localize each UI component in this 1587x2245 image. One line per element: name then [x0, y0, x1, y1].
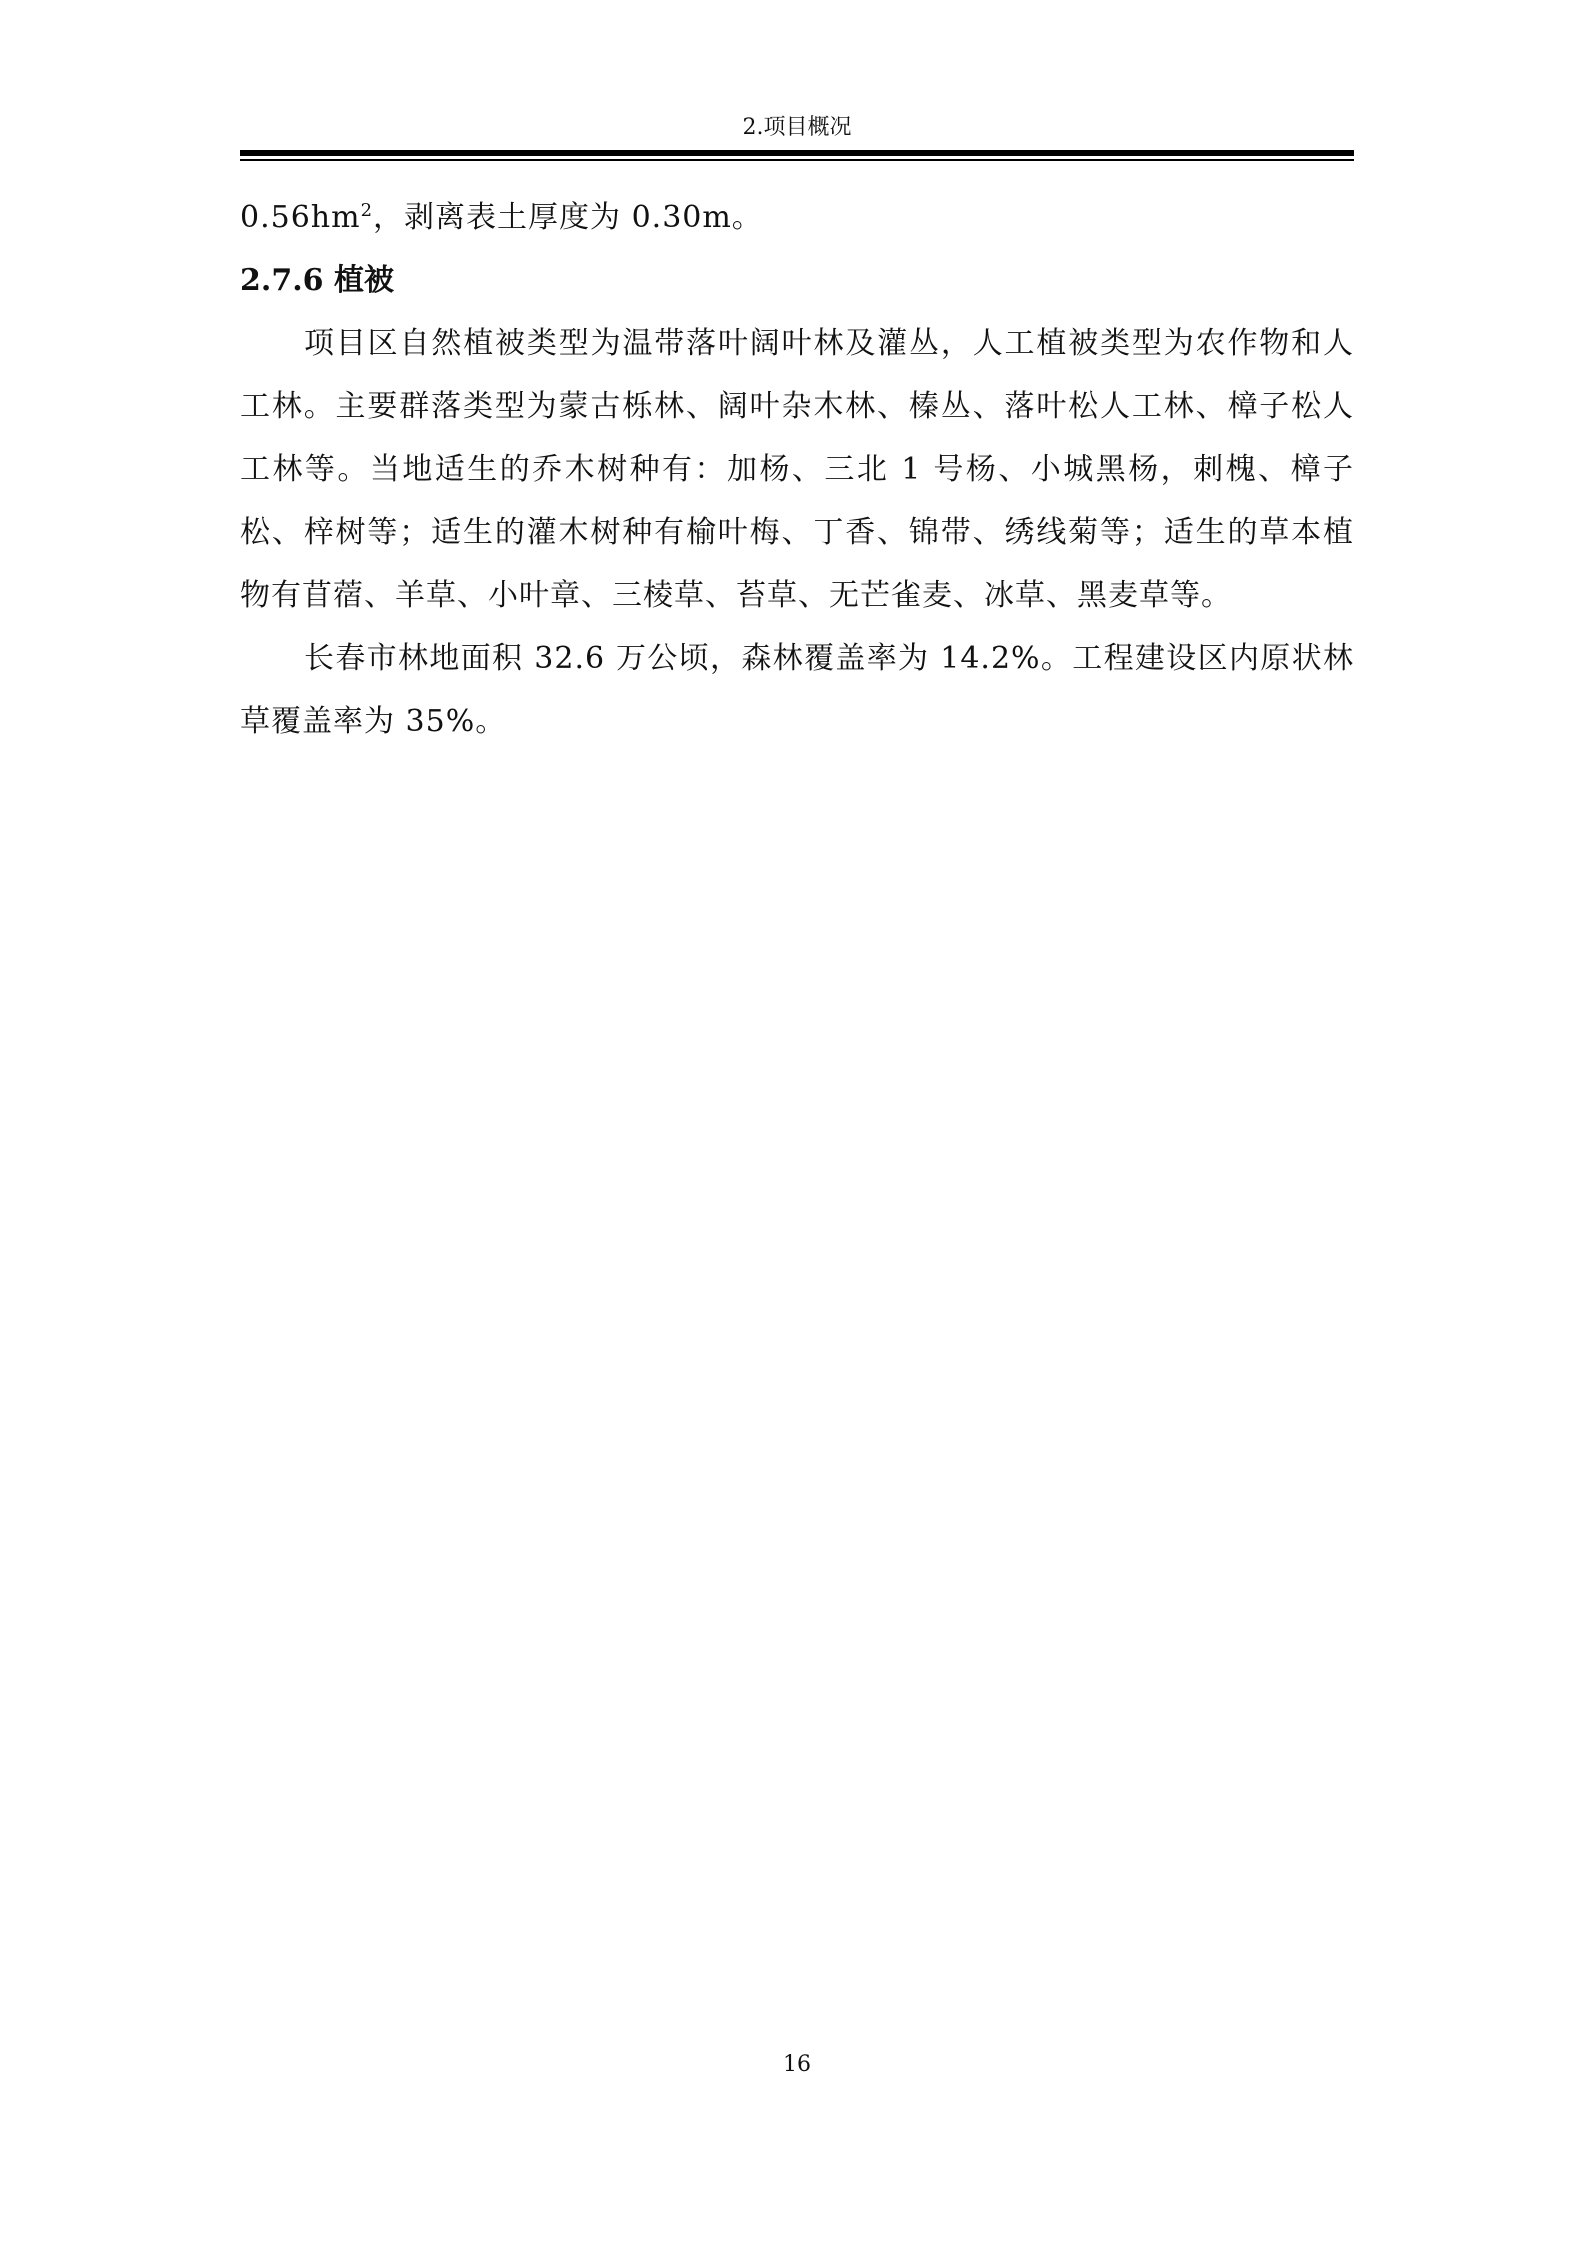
section-heading: 2.7.6 植被	[240, 263, 394, 298]
continuation-line	[240, 186, 1354, 249]
page-content	[240, 186, 1354, 753]
page-header-title: 2.项目概况	[742, 115, 852, 140]
continuation-text: ，剥离表土厚度为 0.30m。	[373, 200, 763, 235]
header-rule-thick	[240, 150, 1354, 156]
area-value: 0.56hm	[240, 200, 361, 235]
area-unit-superscript: 2	[360, 200, 374, 221]
page-number: 16	[783, 2052, 811, 2077]
header-rule-thin	[240, 159, 1354, 161]
paragraph-vegetation-types: 项目区自然植被类型为温带落叶阔叶林及灌丛，人工植被类型为农作物和人工林。主要群落类型为蒙古栎林、阔叶杂木林、榛丛、落叶松人工林、樟子松人工林等。当地适生的乔木树种有：加杨、三北 1 号杨、小城黑杨，刺槐、樟子松、梓树等；适生的灌木树种有榆叶梅、丁香、锦带、绣线菊等；适生的草本植物有苜蓿、羊草、小叶章、三棱草、苔草、无芒雀麦、冰草、黑麦草等。	[240, 326, 1354, 613]
paragraph-forest-coverage: 长春市林地面积 32.6 万公顷，森林覆盖率为 14.2%。工程建设区内原状林草覆盖率为 35%。	[240, 641, 1354, 739]
